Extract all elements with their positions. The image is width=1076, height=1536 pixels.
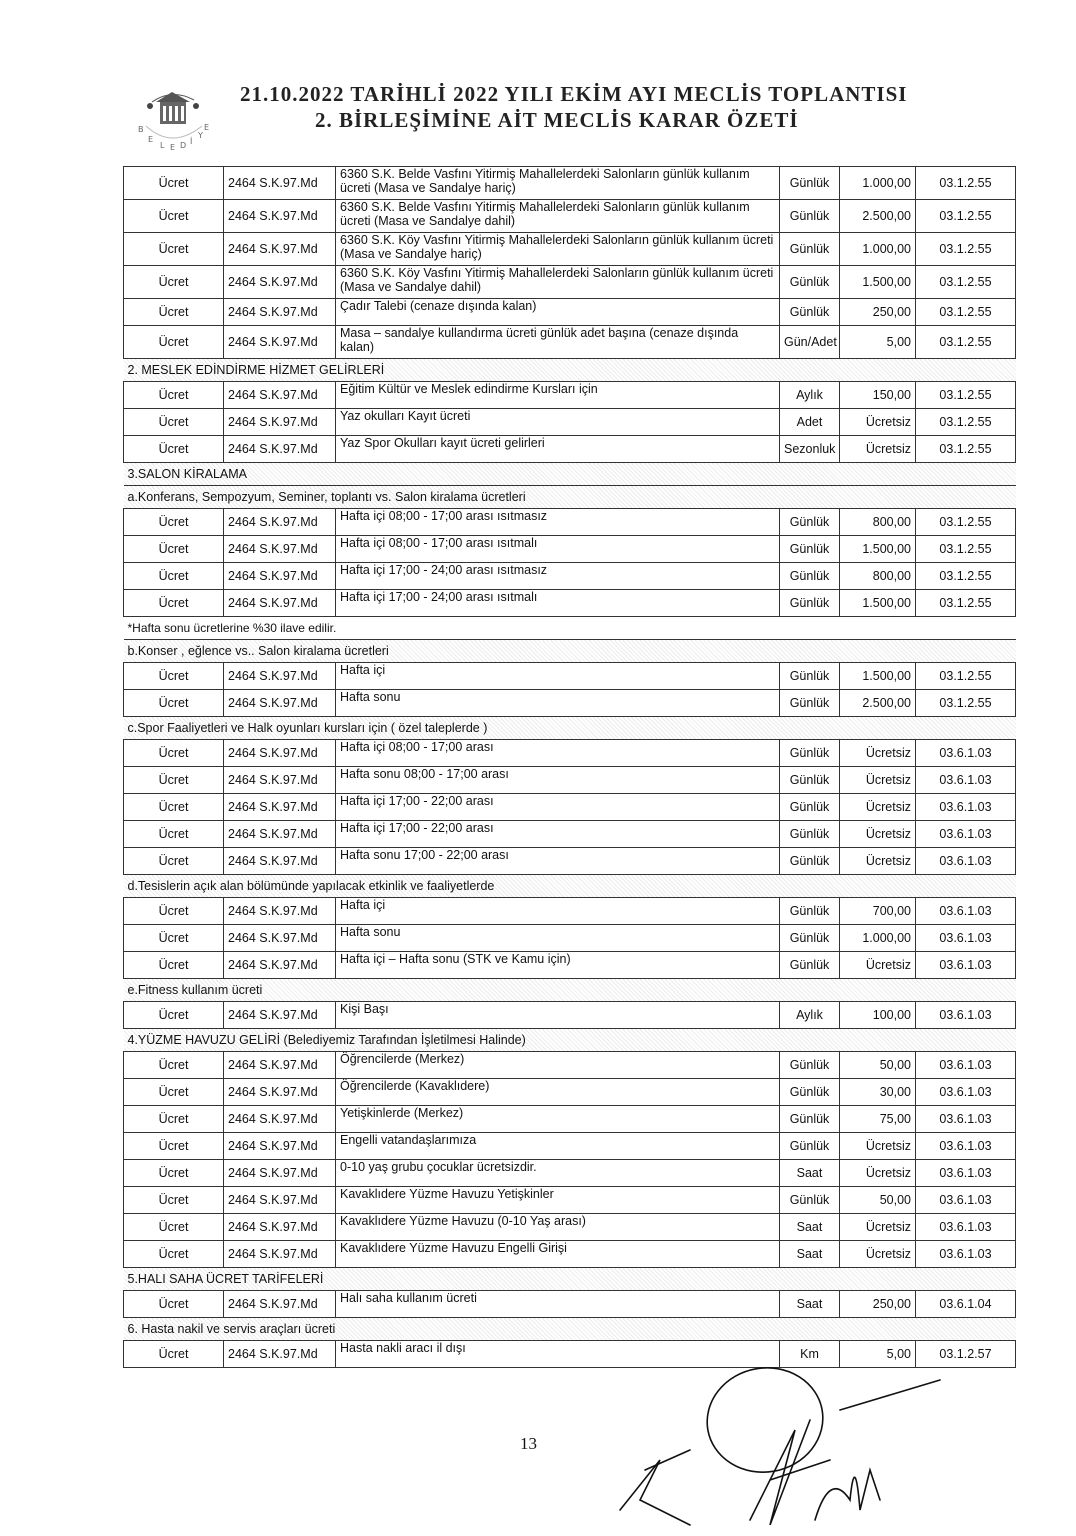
fee-type-cell: Ücret <box>124 299 224 326</box>
section-header-row <box>124 1029 1016 1052</box>
section-header-row <box>124 463 1016 486</box>
description-cell: Kavaklıdere Yüzme Havuzu Yetişkinler <box>336 1187 780 1214</box>
table-row <box>124 740 1016 767</box>
law-article-cell: 2464 S.K.97.Md <box>224 690 336 717</box>
description-cell: Yaz Spor Okulları kayıt ücreti gelirleri <box>336 436 780 463</box>
fee-type-cell: Ücret <box>124 590 224 617</box>
unit-cell: Saat <box>780 1214 840 1241</box>
price-cell: 1.000,00 <box>840 233 916 266</box>
section-title: a.Konferans, Sempozyum, Seminer, toplantı vs. Salon kiralama ücretleri <box>124 486 1016 509</box>
account-code-cell: 03.1.2.55 <box>916 200 1016 233</box>
account-code-cell: 03.6.1.03 <box>916 1002 1016 1029</box>
description-cell: Yaz okulları Kayıt ücreti <box>336 409 780 436</box>
section-header-row <box>124 979 1016 1002</box>
description-cell: 6360 S.K. Köy Vasfını Yitirmiş Mahallelerdeki Salonların günlük kullanım ücreti (Masa ve Sandalye hariç) <box>336 233 780 266</box>
table-row <box>124 821 1016 848</box>
unit-cell: Günlük <box>780 794 840 821</box>
law-article-cell: 2464 S.K.97.Md <box>224 436 336 463</box>
table-row <box>124 1291 1016 1318</box>
table-row <box>124 690 1016 717</box>
price-cell: 100,00 <box>840 1002 916 1029</box>
account-code-cell: 03.6.1.03 <box>916 794 1016 821</box>
fee-type-cell: Ücret <box>124 200 224 233</box>
table-row <box>124 1187 1016 1214</box>
law-article-cell: 2464 S.K.97.Md <box>224 925 336 952</box>
fee-type-cell: Ücret <box>124 898 224 925</box>
price-cell: 150,00 <box>840 382 916 409</box>
municipality-logo <box>122 84 222 160</box>
price-cell: 800,00 <box>840 509 916 536</box>
note-row <box>124 617 1016 640</box>
price-cell: 50,00 <box>840 1187 916 1214</box>
table-row <box>124 1052 1016 1079</box>
section-header-row <box>124 486 1016 509</box>
law-article-cell: 2464 S.K.97.Md <box>224 266 336 299</box>
description-cell: 6360 S.K. Belde Vasfını Yitirmiş Mahallelerdeki Salonların günlük kullanım ücreti (Masa ve Sandalye dahil) <box>336 200 780 233</box>
table-row <box>124 767 1016 794</box>
unit-cell: Günlük <box>780 233 840 266</box>
price-cell: Ücretsiz <box>840 1133 916 1160</box>
table-row <box>124 898 1016 925</box>
unit-cell: Günlük <box>780 1106 840 1133</box>
price-cell: Ücretsiz <box>840 1241 916 1268</box>
description-cell: Hafta içi 17;00 - 22;00 arası <box>336 794 780 821</box>
description-cell: Engelli vatandaşlarımıza <box>336 1133 780 1160</box>
price-cell: 75,00 <box>840 1106 916 1133</box>
table-row <box>124 1214 1016 1241</box>
account-code-cell: 03.6.1.03 <box>916 1133 1016 1160</box>
price-cell: 1.000,00 <box>840 167 916 200</box>
section-title: e.Fitness kullanım ücreti <box>124 979 1016 1002</box>
signature-scribble <box>600 1350 960 1530</box>
table-row <box>124 409 1016 436</box>
price-cell: 1.500,00 <box>840 536 916 563</box>
description-cell: 6360 S.K. Belde Vasfını Yitirmiş Mahallelerdeki Salonların günlük kullanım ücreti (Masa ve Sandalye hariç) <box>336 167 780 200</box>
account-code-cell: 03.6.1.04 <box>916 1291 1016 1318</box>
price-cell: 700,00 <box>840 898 916 925</box>
fee-type-cell: Ücret <box>124 409 224 436</box>
law-article-cell: 2464 S.K.97.Md <box>224 898 336 925</box>
price-cell: Ücretsiz <box>840 436 916 463</box>
account-code-cell: 03.1.2.55 <box>916 690 1016 717</box>
description-cell: Hafta içi 08;00 - 17;00 arası ısıtmasız <box>336 509 780 536</box>
fee-type-cell: Ücret <box>124 848 224 875</box>
description-cell: Hafta içi <box>336 898 780 925</box>
table-row <box>124 326 1016 359</box>
law-article-cell: 2464 S.K.97.Md <box>224 326 336 359</box>
law-article-cell: 2464 S.K.97.Md <box>224 167 336 200</box>
unit-cell: Gün/Adet <box>780 326 840 359</box>
unit-cell: Sezonluk <box>780 436 840 463</box>
account-code-cell: 03.1.2.55 <box>916 436 1016 463</box>
account-code-cell: 03.6.1.03 <box>916 1052 1016 1079</box>
fee-type-cell: Ücret <box>124 563 224 590</box>
law-article-cell: 2464 S.K.97.Md <box>224 233 336 266</box>
section-title: 3.SALON KİRALAMA <box>124 463 1016 486</box>
law-article-cell: 2464 S.K.97.Md <box>224 1079 336 1106</box>
account-code-cell: 03.1.2.55 <box>916 167 1016 200</box>
description-cell: Hafta sonu <box>336 925 780 952</box>
table-row <box>124 536 1016 563</box>
table-row <box>124 794 1016 821</box>
table-row <box>124 1241 1016 1268</box>
law-article-cell: 2464 S.K.97.Md <box>224 952 336 979</box>
svg-text:E: E <box>204 123 210 132</box>
section-title: 6. Hasta nakil ve servis araçları ücreti <box>124 1318 1016 1341</box>
table-row <box>124 266 1016 299</box>
fee-type-cell: Ücret <box>124 1079 224 1106</box>
fee-type-cell: Ücret <box>124 1052 224 1079</box>
note-text: *Hafta sonu ücretlerine %30 ilave edilir. <box>124 617 1016 640</box>
fee-type-cell: Ücret <box>124 382 224 409</box>
description-cell: Yetişkinlerde (Merkez) <box>336 1106 780 1133</box>
table-row <box>124 1133 1016 1160</box>
unit-cell: Saat <box>780 1160 840 1187</box>
account-code-cell: 03.1.2.55 <box>916 266 1016 299</box>
unit-cell: Günlük <box>780 590 840 617</box>
description-cell: 0-10 yaş grubu çocuklar ücretsizdir. <box>336 1160 780 1187</box>
fee-type-cell: Ücret <box>124 326 224 359</box>
table-row <box>124 1106 1016 1133</box>
table-row <box>124 848 1016 875</box>
unit-cell: Günlük <box>780 1133 840 1160</box>
unit-cell: Günlük <box>780 952 840 979</box>
fee-type-cell: Ücret <box>124 233 224 266</box>
unit-cell: Günlük <box>780 167 840 200</box>
page-number: 13 <box>520 1434 537 1453</box>
description-cell: Hafta içi – Hafta sonu (STK ve Kamu için) <box>336 952 780 979</box>
unit-cell: Aylık <box>780 382 840 409</box>
account-code-cell: 03.1.2.57 <box>916 1341 1016 1368</box>
account-code-cell: 03.6.1.03 <box>916 1241 1016 1268</box>
account-code-cell: 03.1.2.55 <box>916 382 1016 409</box>
document-title-line1: 21.10.2022 TARİHLİ 2022 YILI EKİM AYI MECLİS TOPLANTISI <box>240 82 908 106</box>
section-title: b.Konser , eğlence vs.. Salon kiralama ücretleri <box>124 640 1016 663</box>
price-cell: Ücretsiz <box>840 952 916 979</box>
tariff-table-body <box>124 167 1016 1368</box>
table-row <box>124 590 1016 617</box>
fee-type-cell: Ücret <box>124 1002 224 1029</box>
fee-type-cell: Ücret <box>124 740 224 767</box>
svg-text:E: E <box>170 143 176 152</box>
law-article-cell: 2464 S.K.97.Md <box>224 1187 336 1214</box>
price-cell: 1.000,00 <box>840 925 916 952</box>
law-article-cell: 2464 S.K.97.Md <box>224 794 336 821</box>
section-header-row <box>124 359 1016 382</box>
law-article-cell: 2464 S.K.97.Md <box>224 409 336 436</box>
law-article-cell: 2464 S.K.97.Md <box>224 1133 336 1160</box>
unit-cell: Günlük <box>780 848 840 875</box>
price-cell: Ücretsiz <box>840 409 916 436</box>
account-code-cell: 03.6.1.03 <box>916 1187 1016 1214</box>
svg-text:B: B <box>138 125 144 134</box>
fee-type-cell: Ücret <box>124 821 224 848</box>
description-cell: Hasta nakli aracı il dışı <box>336 1341 780 1368</box>
description-cell: Eğitim Kültür ve Meslek edindirme Kursları için <box>336 382 780 409</box>
description-cell: Hafta sonu <box>336 690 780 717</box>
svg-text:L: L <box>160 141 165 150</box>
account-code-cell: 03.6.1.03 <box>916 740 1016 767</box>
account-code-cell: 03.1.2.55 <box>916 299 1016 326</box>
unit-cell: Günlük <box>780 563 840 590</box>
unit-cell: Günlük <box>780 1079 840 1106</box>
fee-type-cell: Ücret <box>124 1187 224 1214</box>
unit-cell: Günlük <box>780 266 840 299</box>
unit-cell: Günlük <box>780 509 840 536</box>
table-row <box>124 509 1016 536</box>
account-code-cell: 03.6.1.03 <box>916 952 1016 979</box>
unit-cell: Günlük <box>780 1187 840 1214</box>
fee-type-cell: Ücret <box>124 1341 224 1368</box>
unit-cell: Günlük <box>780 821 840 848</box>
price-cell: 30,00 <box>840 1079 916 1106</box>
law-article-cell: 2464 S.K.97.Md <box>224 1341 336 1368</box>
price-cell: 5,00 <box>840 326 916 359</box>
document-title-line2: 2. BİRLEŞİMİNE AİT MECLİS KARAR ÖZETİ <box>315 108 799 132</box>
table-row <box>124 925 1016 952</box>
law-article-cell: 2464 S.K.97.Md <box>224 382 336 409</box>
account-code-cell: 03.6.1.03 <box>916 767 1016 794</box>
table-row <box>124 1079 1016 1106</box>
account-code-cell: 03.6.1.03 <box>916 1214 1016 1241</box>
unit-cell: Günlük <box>780 299 840 326</box>
table-row <box>124 299 1016 326</box>
svg-text:E: E <box>148 135 154 144</box>
description-cell: Öğrencilerde (Kavaklıdere) <box>336 1079 780 1106</box>
law-article-cell: 2464 S.K.97.Md <box>224 1002 336 1029</box>
fee-type-cell: Ücret <box>124 1214 224 1241</box>
account-code-cell: 03.6.1.03 <box>916 925 1016 952</box>
section-title: c.Spor Faaliyetleri ve Halk oyunları kursları için ( özel taleplerde ) <box>124 717 1016 740</box>
price-cell: Ücretsiz <box>840 848 916 875</box>
section-title: d.Tesislerin açık alan bölümünde yapılacak etkinlik ve faaliyetlerde <box>124 875 1016 898</box>
price-cell: Ücretsiz <box>840 794 916 821</box>
document-header <box>0 78 1076 160</box>
svg-text:D: D <box>180 141 187 150</box>
fee-type-cell: Ücret <box>124 1133 224 1160</box>
description-cell: Halı saha kullanım ücreti <box>336 1291 780 1318</box>
table-row <box>124 436 1016 463</box>
table-row <box>124 952 1016 979</box>
fee-type-cell: Ücret <box>124 266 224 299</box>
fee-type-cell: Ücret <box>124 767 224 794</box>
price-cell: 2.500,00 <box>840 690 916 717</box>
price-cell: 250,00 <box>840 1291 916 1318</box>
section-header-row <box>124 875 1016 898</box>
unit-cell: Saat <box>780 1241 840 1268</box>
table-row <box>124 382 1016 409</box>
description-cell: Kişi Başı <box>336 1002 780 1029</box>
account-code-cell: 03.1.2.55 <box>916 663 1016 690</box>
price-cell: Ücretsiz <box>840 1214 916 1241</box>
table-row <box>124 200 1016 233</box>
unit-cell: Günlük <box>780 767 840 794</box>
unit-cell: Günlük <box>780 740 840 767</box>
unit-cell: Günlük <box>780 200 840 233</box>
account-code-cell: 03.6.1.03 <box>916 848 1016 875</box>
unit-cell: Günlük <box>780 925 840 952</box>
table-row <box>124 1160 1016 1187</box>
price-cell: 1.500,00 <box>840 266 916 299</box>
account-code-cell: 03.1.2.55 <box>916 563 1016 590</box>
account-code-cell: 03.6.1.03 <box>916 898 1016 925</box>
account-code-cell: 03.1.2.55 <box>916 326 1016 359</box>
account-code-cell: 03.1.2.55 <box>916 509 1016 536</box>
table-row <box>124 663 1016 690</box>
law-article-cell: 2464 S.K.97.Md <box>224 509 336 536</box>
description-cell: Hafta içi 17;00 - 24;00 arası ısıtmalı <box>336 590 780 617</box>
price-cell: Ücretsiz <box>840 767 916 794</box>
section-title: 2. MESLEK EDİNDİRME HİZMET GELİRLERİ <box>124 359 1016 382</box>
fee-type-cell: Ücret <box>124 663 224 690</box>
account-code-cell: 03.6.1.03 <box>916 1106 1016 1133</box>
fee-type-cell: Ücret <box>124 1106 224 1133</box>
description-cell: Kavaklıdere Yüzme Havuzu Engelli Girişi <box>336 1241 780 1268</box>
fee-type-cell: Ücret <box>124 1160 224 1187</box>
price-cell: Ücretsiz <box>840 821 916 848</box>
price-cell: 800,00 <box>840 563 916 590</box>
description-cell: Hafta sonu 08;00 - 17;00 arası <box>336 767 780 794</box>
unit-cell: Adet <box>780 409 840 436</box>
price-cell: 5,00 <box>840 1341 916 1368</box>
description-cell: Öğrencilerde (Merkez) <box>336 1052 780 1079</box>
law-article-cell: 2464 S.K.97.Md <box>224 740 336 767</box>
section-header-row <box>124 1268 1016 1291</box>
law-article-cell: 2464 S.K.97.Md <box>224 1214 336 1241</box>
fee-type-cell: Ücret <box>124 167 224 200</box>
fee-type-cell: Ücret <box>124 509 224 536</box>
fee-type-cell: Ücret <box>124 952 224 979</box>
table-row <box>124 1002 1016 1029</box>
account-code-cell: 03.6.1.03 <box>916 821 1016 848</box>
law-article-cell: 2464 S.K.97.Md <box>224 1291 336 1318</box>
section-header-row <box>124 717 1016 740</box>
description-cell: Kavaklıdere Yüzme Havuzu (0-10 Yaş arası) <box>336 1214 780 1241</box>
unit-cell: Günlük <box>780 663 840 690</box>
section-title: 5.HALI SAHA ÜCRET TARİFELERİ <box>124 1268 1016 1291</box>
law-article-cell: 2464 S.K.97.Md <box>224 590 336 617</box>
law-article-cell: 2464 S.K.97.Md <box>224 536 336 563</box>
unit-cell: Aylık <box>780 1002 840 1029</box>
svg-text:İ: İ <box>190 137 193 146</box>
law-article-cell: 2464 S.K.97.Md <box>224 299 336 326</box>
unit-cell: Saat <box>780 1291 840 1318</box>
description-cell: Masa – sandalye kullandırma ücreti günlük adet başına (cenaze dışında kalan) <box>336 326 780 359</box>
svg-text:Y: Y <box>198 131 203 140</box>
price-cell: Ücretsiz <box>840 1160 916 1187</box>
law-article-cell: 2464 S.K.97.Md <box>224 663 336 690</box>
table-row <box>124 167 1016 200</box>
fee-type-cell: Ücret <box>124 436 224 463</box>
account-code-cell: 03.1.2.55 <box>916 536 1016 563</box>
description-cell: Çadır Talebi (cenaze dışında kalan) <box>336 299 780 326</box>
account-code-cell: 03.1.2.55 <box>916 233 1016 266</box>
account-code-cell: 03.1.2.55 <box>916 409 1016 436</box>
section-header-row <box>124 640 1016 663</box>
description-cell: Hafta sonu 17;00 - 22;00 arası <box>336 848 780 875</box>
unit-cell: Günlük <box>780 898 840 925</box>
account-code-cell: 03.6.1.03 <box>916 1160 1016 1187</box>
tariff-table <box>123 166 1016 1368</box>
price-cell: 50,00 <box>840 1052 916 1079</box>
law-article-cell: 2464 S.K.97.Md <box>224 767 336 794</box>
law-article-cell: 2464 S.K.97.Md <box>224 1052 336 1079</box>
unit-cell: Günlük <box>780 536 840 563</box>
table-row <box>124 233 1016 266</box>
law-article-cell: 2464 S.K.97.Md <box>224 200 336 233</box>
price-cell: 250,00 <box>840 299 916 326</box>
description-cell: Hafta içi 08;00 - 17;00 arası <box>336 740 780 767</box>
price-cell: 2.500,00 <box>840 200 916 233</box>
fee-type-cell: Ücret <box>124 536 224 563</box>
law-article-cell: 2464 S.K.97.Md <box>224 848 336 875</box>
law-article-cell: 2464 S.K.97.Md <box>224 1160 336 1187</box>
fee-type-cell: Ücret <box>124 690 224 717</box>
fee-type-cell: Ücret <box>124 794 224 821</box>
description-cell: Hafta içi 08;00 - 17;00 arası ısıtmalı <box>336 536 780 563</box>
price-cell: 1.500,00 <box>840 590 916 617</box>
account-code-cell: 03.6.1.03 <box>916 1079 1016 1106</box>
account-code-cell: 03.1.2.55 <box>916 590 1016 617</box>
table-row <box>124 563 1016 590</box>
description-cell: Hafta içi 17;00 - 22;00 arası <box>336 821 780 848</box>
price-cell: 1.500,00 <box>840 663 916 690</box>
fee-type-cell: Ücret <box>124 1241 224 1268</box>
law-article-cell: 2464 S.K.97.Md <box>224 563 336 590</box>
section-title: 4.YÜZME HAVUZU GELİRİ (Belediyemiz Tarafından İşletilmesi Halinde) <box>124 1029 1016 1052</box>
unit-cell: Km <box>780 1341 840 1368</box>
fee-type-cell: Ücret <box>124 1291 224 1318</box>
fee-type-cell: Ücret <box>124 925 224 952</box>
unit-cell: Günlük <box>780 690 840 717</box>
section-header-row <box>124 1318 1016 1341</box>
description-cell: 6360 S.K. Köy Vasfını Yitirmiş Mahallelerdeki Salonların günlük kullanım ücreti (Masa ve Sandalye dahil) <box>336 266 780 299</box>
law-article-cell: 2464 S.K.97.Md <box>224 1106 336 1133</box>
law-article-cell: 2464 S.K.97.Md <box>224 821 336 848</box>
law-article-cell: 2464 S.K.97.Md <box>224 1241 336 1268</box>
price-cell: Ücretsiz <box>840 740 916 767</box>
description-cell: Hafta içi <box>336 663 780 690</box>
description-cell: Hafta içi 17;00 - 24;00 arası ısıtmasız <box>336 563 780 590</box>
unit-cell: Günlük <box>780 1052 840 1079</box>
